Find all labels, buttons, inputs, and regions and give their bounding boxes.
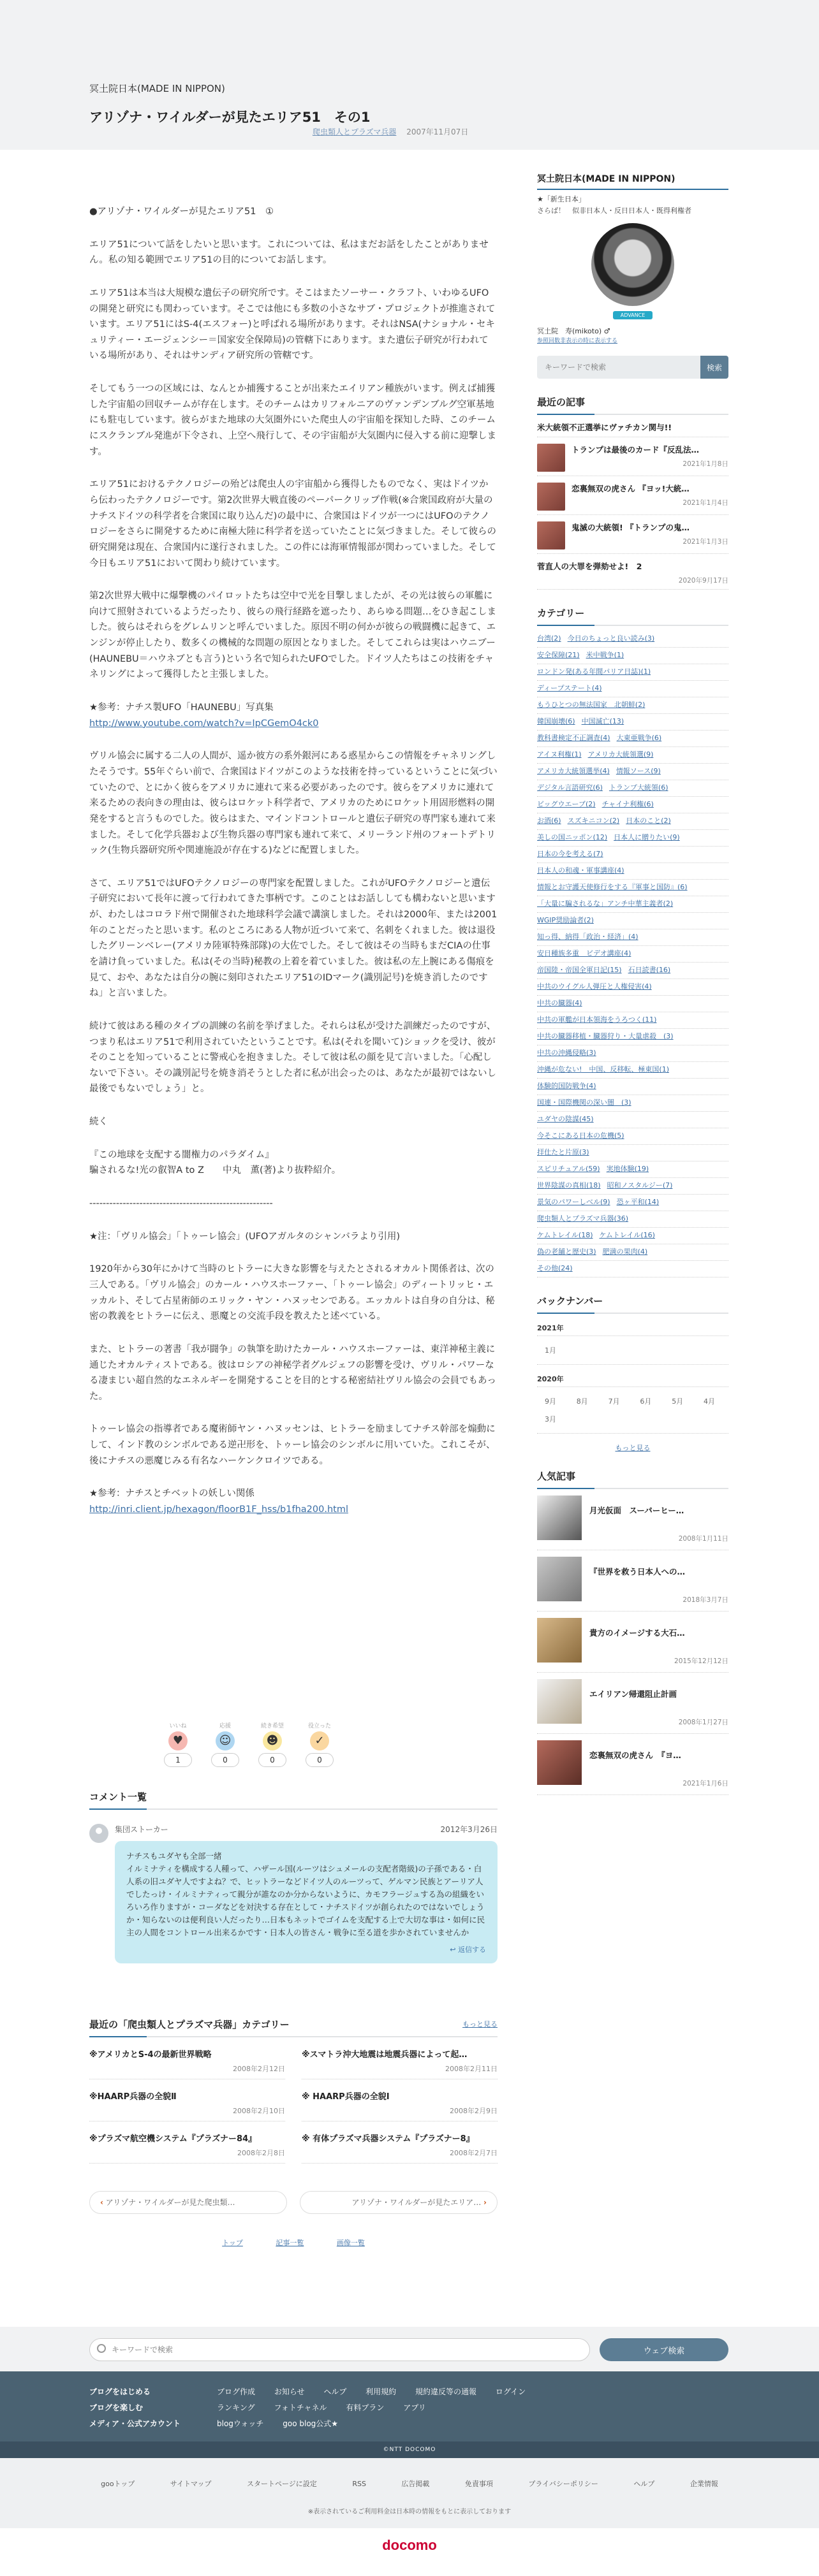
category-link[interactable]: トランプ大統領(6) bbox=[609, 783, 668, 792]
reaction-count: 0 bbox=[211, 1753, 239, 1767]
comment-text: ナチスもユダヤも全部一緒 イルミナティを構成する人種って、ハザール国(ルーツはシュメールの支配者階級)の子孫である・白人系の旧ユダヤ人ですよね？で、ヒットラーなどドイツ人のルーツって、ゲルマン民族とアーリア人でしたっけ・イルミナティって親分が誰なのか分からないように、カモフラージュする為の組織をいろいろ作りますが・コーダなどを対決する存在として・ナチスドイツが創られたのではないでしょうか・知らないのは便利良い人だったり…日本もネットでゴイムを支配する上で大切な事は・如何に民主の人間をコントロール出来るかです・日本人の皆さん・戦争に至る道を歩かされていませんか bbox=[126, 1851, 485, 1937]
popular-title: 『世界を救う日本人への… bbox=[589, 1567, 686, 1576]
footer-link[interactable]: フォトチャネル bbox=[274, 2403, 327, 2412]
category-link[interactable]: 日本の今を考える(7) bbox=[537, 850, 603, 858]
category-row bbox=[537, 913, 728, 929]
thumb-face-icon: ✓ bbox=[310, 1731, 329, 1750]
related-more-link[interactable]: もっと見る bbox=[462, 2020, 498, 2028]
category-row bbox=[537, 681, 728, 697]
category-list bbox=[537, 631, 728, 1277]
article-date: 2007年11月07日 bbox=[406, 127, 469, 136]
backnumber-month[interactable]: 4月 bbox=[703, 1397, 715, 1406]
related-title: ※アメリカとS-4の最新世界戦略 bbox=[89, 2050, 212, 2060]
reaction-want-more[interactable] bbox=[257, 1721, 288, 1767]
category-link[interactable]: WGIP奨励論者(2) bbox=[537, 916, 594, 924]
related-heading: 最近の「爬虫類人とプラズマ兵器」カテゴリー bbox=[89, 2018, 498, 2037]
category-row bbox=[537, 631, 728, 648]
category-link[interactable]: 日本のこと(2) bbox=[626, 817, 671, 825]
category-link[interactable]: もうひとつの無法国家 北朝鮮(2) bbox=[537, 701, 646, 709]
category-row bbox=[537, 664, 728, 681]
latest-item[interactable] bbox=[537, 437, 728, 476]
category-link[interactable]: ユダヤの陰謀(45) bbox=[537, 1115, 594, 1123]
next-article-button[interactable] bbox=[300, 2191, 498, 2214]
related-item[interactable] bbox=[89, 2132, 285, 2164]
popular-heading: 人気記事 bbox=[537, 1469, 728, 1489]
profile-avatar[interactable] bbox=[591, 223, 674, 306]
popular-thumbnail bbox=[537, 1740, 582, 1785]
popular-item[interactable] bbox=[537, 1673, 728, 1734]
footer-start-blog[interactable]: ブログをはじめる bbox=[89, 2387, 151, 2396]
category-link[interactable]: 日本人に贈りたい(9) bbox=[614, 833, 680, 841]
smile-face-icon: ☻ bbox=[263, 1731, 282, 1750]
category-row bbox=[537, 1012, 728, 1029]
category-row bbox=[537, 1145, 728, 1161]
category-link[interactable]: チャイナ利権(6) bbox=[601, 800, 654, 808]
category-link[interactable]: 帝国陸・帝国全軍日記(15) bbox=[537, 966, 622, 974]
latest-date: 2021年1月8日 bbox=[682, 460, 728, 468]
popular-thumbnail bbox=[537, 1557, 582, 1601]
page-header bbox=[0, 0, 819, 150]
category-row bbox=[537, 830, 728, 847]
reaction-label: いいね bbox=[169, 1723, 187, 1729]
backnumber-year: 2020年 bbox=[537, 1374, 728, 1387]
popular-thumbnail bbox=[537, 1679, 582, 1724]
article-category-link[interactable]: 爬虫類人とプラズマ兵器 bbox=[313, 127, 397, 136]
category-link[interactable]: 大東亜戦争(6) bbox=[616, 734, 662, 742]
divider-line: ------------------------------------------------------- bbox=[89, 1198, 273, 1209]
footer-link[interactable]: お知らせ bbox=[274, 2387, 305, 2396]
bottom-link[interactable]: 広告掲載 bbox=[401, 2480, 430, 2488]
docomo-logo[interactable]: docomo bbox=[382, 2537, 437, 2553]
chevron-left-icon: ‹ bbox=[100, 2198, 103, 2207]
category-link[interactable]: 安日種族多重 ビデオ講座(4) bbox=[537, 949, 631, 957]
related-item[interactable] bbox=[302, 2132, 498, 2164]
category-row bbox=[537, 946, 728, 963]
category-link[interactable]: 拝仕たと片原(3) bbox=[537, 1148, 589, 1156]
related-item[interactable] bbox=[302, 2090, 498, 2121]
category-link[interactable]: 世界陰謀の真相(18) bbox=[537, 1181, 601, 1190]
related-date: 2008年2月7日 bbox=[450, 2149, 498, 2157]
reaction-buttons bbox=[163, 1721, 335, 1767]
sidebar bbox=[537, 172, 728, 1795]
footer-enjoy-blog[interactable]: ブログを楽しむ bbox=[89, 2403, 144, 2412]
related-item[interactable] bbox=[89, 2090, 285, 2121]
next-article-title: アリゾナ・ワイルダーが見たエリア… bbox=[351, 2198, 482, 2207]
haunebu-link[interactable]: http://www.youtube.com/watch?v=IpCGemO4ck0 bbox=[89, 718, 319, 729]
category-row bbox=[537, 996, 728, 1012]
latest-date: 2020年9月17日 bbox=[678, 577, 728, 585]
backnumber-month[interactable]: 5月 bbox=[672, 1397, 684, 1406]
reaction-cheer[interactable] bbox=[210, 1721, 240, 1767]
backnumber-month[interactable]: 8月 bbox=[576, 1397, 588, 1406]
category-link[interactable]: 日本人の和魂・軍事講座(4) bbox=[537, 866, 624, 875]
article-paragraph: 続く bbox=[89, 1117, 108, 1128]
comment-bubble bbox=[115, 1841, 498, 1963]
backnumber-section bbox=[537, 1294, 728, 1453]
category-link[interactable]: スピリチュアル(59) bbox=[537, 1165, 600, 1173]
category-link[interactable]: 韓国崩壊(6) bbox=[537, 717, 575, 725]
category-link[interactable]: 中共の臓器移植・臓器狩り・大量虐殺 (3) bbox=[537, 1032, 674, 1040]
article-list-link[interactable]: 記事一覧 bbox=[276, 2239, 304, 2247]
sub-navigation bbox=[0, 2238, 587, 2248]
latest-title: トランプは最後のカード『反乱法… bbox=[572, 445, 700, 455]
article-title: アリゾナ・ワイルダーが見たエリア51 その1 bbox=[89, 110, 371, 125]
category-link[interactable]: アイヌ利権(1) bbox=[537, 750, 582, 759]
popular-thumbnail bbox=[537, 1495, 582, 1540]
category-row bbox=[537, 1095, 728, 1112]
related-title: ※プラズマ航空機システム『プラズナー84』 bbox=[89, 2134, 257, 2144]
category-row bbox=[537, 1029, 728, 1045]
category-row bbox=[537, 648, 728, 664]
article-thumbnail bbox=[537, 521, 565, 549]
sidebar-search-button[interactable]: 検索 bbox=[700, 356, 728, 379]
prev-article-button[interactable] bbox=[89, 2191, 287, 2214]
category-row bbox=[537, 1228, 728, 1244]
footer-search-bar bbox=[0, 2327, 819, 2371]
category-link[interactable]: 爬虫類人とプラズマ兵器(36) bbox=[537, 1214, 629, 1223]
article-paragraph: さて、エリア51ではUFOテクノロジーの専門家を配置しました。これがUFOテクノロジーと遺伝子研究において長年に渡って行われてきた事柄です。このことはお話ししても構わないと思いますが、わたしはコロラド州で開催された地球科学会議で講演しました。それは2000年、または2001年のことだったと思います。私のところにある人物が近づいて来て、名刺をくれました。彼は退役したグリーンベレー(アメリカ陸軍特殊部隊)の大佐でした。そして彼はその当時もまだCIAの仕事を請け負っていました。私は(その当時)秘教の上着を着ていました。彼は私の左上腕にある傷痕を見て、おや、あなたは自分の腕に刻印されたエリア51のIDマーク(識別記号)を焼き消したのですね」と言いました。 bbox=[89, 878, 498, 999]
reaction-count: 1 bbox=[164, 1753, 192, 1767]
latest-item[interactable] bbox=[537, 515, 728, 554]
popular-item[interactable] bbox=[537, 1612, 728, 1673]
category-row bbox=[537, 1211, 728, 1228]
category-link[interactable]: 偽の老舗と歴史(3) bbox=[537, 1248, 596, 1256]
reply-button[interactable]: ↩ 返信する bbox=[450, 1946, 486, 1954]
article-paragraph: ●アリゾナ・ワイルダーが見たエリア51 ① bbox=[89, 207, 274, 217]
category-section bbox=[537, 606, 728, 1277]
category-row bbox=[537, 880, 728, 896]
popular-item[interactable] bbox=[537, 1489, 728, 1550]
category-link[interactable]: 恐ヶ平和(14) bbox=[616, 1198, 660, 1206]
footer-bottom bbox=[0, 2458, 819, 2528]
category-link[interactable]: 中共のウイグル人弾圧と人権侵害(4) bbox=[537, 982, 652, 991]
bottom-link[interactable]: gooトップ bbox=[101, 2480, 135, 2488]
popular-section bbox=[537, 1469, 728, 1795]
related-item[interactable] bbox=[302, 2048, 498, 2079]
category-link[interactable]: アメリカ大統領選挙(4) bbox=[537, 767, 610, 775]
category-row bbox=[537, 896, 728, 913]
backnumber-months bbox=[537, 1336, 728, 1365]
category-row bbox=[537, 780, 728, 797]
category-row bbox=[537, 1128, 728, 1145]
category-link[interactable]: お酒(6) bbox=[537, 817, 561, 825]
category-row bbox=[537, 714, 728, 731]
category-row bbox=[537, 797, 728, 813]
category-link[interactable]: 台湾(2) bbox=[537, 634, 561, 643]
category-link[interactable]: ケムトレイル(18) bbox=[537, 1231, 593, 1239]
category-row bbox=[537, 1195, 728, 1211]
category-link[interactable]: 景気のパワーしべル(9) bbox=[537, 1198, 610, 1206]
reaction-like[interactable] bbox=[163, 1721, 193, 1767]
comment-author: 集団ストーカー bbox=[115, 1825, 168, 1834]
article-thumbnail bbox=[537, 444, 565, 472]
image-list-link[interactable]: 画像一覧 bbox=[336, 2239, 365, 2247]
search-icon bbox=[97, 2344, 106, 2353]
article-paragraph: ★参考：ナチス製UFO「HAUNEBU」写真集 bbox=[89, 702, 274, 713]
category-link[interactable]: 中共の沖縄侵略(3) bbox=[537, 1049, 596, 1057]
category-heading: カテゴリー bbox=[537, 606, 728, 626]
sidebar-search bbox=[537, 356, 728, 379]
category-link[interactable]: スズキニコン(2) bbox=[567, 817, 620, 825]
related-title: ※HAARP兵器の全貌Ⅱ bbox=[89, 2092, 177, 2102]
category-link[interactable]: 美しの国ニッポン(12) bbox=[537, 833, 608, 841]
latest-date: 2021年1月4日 bbox=[682, 499, 728, 507]
category-row bbox=[537, 747, 728, 764]
popular-item[interactable] bbox=[537, 1734, 728, 1795]
backnumber-more-link[interactable]: もっと見る bbox=[615, 1444, 651, 1452]
category-link[interactable]: 国連・国際機関の深い闇 (3) bbox=[537, 1098, 631, 1107]
backnumber-month[interactable]: 7月 bbox=[608, 1397, 620, 1406]
footer-link[interactable]: ヘルプ bbox=[323, 2387, 347, 2396]
backnumber-month[interactable]: 9月 bbox=[545, 1397, 556, 1406]
footer-link[interactable]: 利用規約 bbox=[365, 2387, 397, 2396]
popular-item[interactable] bbox=[537, 1550, 728, 1612]
comments-section bbox=[89, 1790, 498, 1963]
latest-item[interactable] bbox=[537, 554, 728, 590]
category-row bbox=[537, 847, 728, 863]
chevron-right-icon: › bbox=[483, 2198, 487, 2207]
related-title: ※スマトラ沖大地震は地震兵器によって起… bbox=[302, 2050, 468, 2060]
category-link[interactable]: アメリカ大統領選(9) bbox=[587, 750, 654, 759]
category-link[interactable]: 安全保障(21) bbox=[537, 651, 580, 659]
related-item[interactable] bbox=[89, 2048, 285, 2079]
category-row bbox=[537, 1244, 728, 1261]
latest-item[interactable] bbox=[537, 476, 728, 515]
category-link[interactable]: 中国滅亡(13) bbox=[581, 717, 624, 725]
backnumber-heading: バックナンバー bbox=[537, 1294, 728, 1314]
reaction-label: 応援 bbox=[219, 1723, 231, 1729]
category-link[interactable]: 体験的国防戦争(4) bbox=[537, 1082, 596, 1090]
blog-description: さらば！ 似非日本人・反日日本人・既得利権者 bbox=[537, 207, 691, 215]
heart-face-icon: ♥ bbox=[168, 1731, 188, 1750]
article-paragraph: エリア51は本当は大規模な遺伝子の研究所です。そこはまたソーサー・クラフト、いわゆるUFOの開発と研究にも関わっています。そこでは他にも多数の小さなサブ・プロジェクトが推進されています。エリア51にはS-4(エスフォー)と呼ばれる場所があります。それはNSA(ナショナル・セキュリティー・エージェンシー＝国家安全保障局)の管轄下にあります。また遺伝子研究が行われている場所があり、それはサンディア研究所の管轄です。 bbox=[89, 287, 496, 361]
backnumber-months bbox=[537, 1387, 728, 1434]
category-row bbox=[537, 1045, 728, 1062]
owner-name[interactable]: 冥土院 寿(mikoto) ♂ bbox=[537, 327, 610, 335]
related-date: 2008年2月10日 bbox=[233, 2107, 285, 2115]
article-paragraph: また、ヒトラーの著書「我が闘争」の執筆を助けたカール・ハウスホーファーは、東洋神秘主義に通じたオカルティストである。彼はロシアの神秘学者グルジェフの影響を受け、ヴリル・パワーなる凄まじい超自然的なエネルギーを開発することを目的とする秘密結社ヴリル協会の会員でもあった。 bbox=[89, 1344, 496, 1402]
footer-link[interactable]: ログイン bbox=[495, 2387, 526, 2396]
web-search-button[interactable]: ウェブ検索 bbox=[600, 2338, 728, 2361]
blog-name[interactable]: 冥土院日本(MADE IN NIPPON) bbox=[89, 83, 225, 94]
sidebar-blog-name[interactable]: 冥土院日本(MADE IN NIPPON) bbox=[537, 172, 728, 190]
related-title: ※ 有体プラズマ兵器システム『プラズナー8』 bbox=[302, 2134, 475, 2144]
category-link[interactable]: その他(24) bbox=[537, 1264, 573, 1272]
related-date: 2008年2月8日 bbox=[237, 2149, 285, 2157]
footer-link[interactable]: ブログ作成 bbox=[217, 2387, 256, 2396]
footer-note: ※表示されているご利用料金は日本時の情報をもとに表示しております bbox=[307, 2508, 512, 2515]
comment-item bbox=[89, 1824, 498, 1963]
category-link[interactable]: 中共の軍艦が日本領海をうろつく(11) bbox=[537, 1015, 657, 1024]
article-paragraph: ヴリル協会に属する二人の人間が、遥か彼方の系外銀河にある惑星からこの情報をチャネリングしたそうです。55年ぐらい前で、合衆国はドイツがこのような技術を持っているということに気づいていたので、とにかく彼らをアメリカに連れて来る必要があったのです。彼らをアメリカに連れて来るための表向きの理由は、彼らはロケット科学者で、アメリカのためにロケット用固形燃料の開発をすると言うものでした。彼らはまた、マインドコントロールと遺伝子研究の専門家も連れて来ました。そして化学兵器および生物兵器の専門家も連れて来て、メリーランド州のフォートデトリック(生物兵器研究所や関連施設が存在する)などに配置しました。 bbox=[89, 751, 498, 856]
category-link[interactable]: 中共の臓器(4) bbox=[537, 999, 582, 1007]
article-paragraph: エリア51について話をしたいと思います。これについては、私はまだお話をしたことがありません。私の知る範囲でエリア51の目的についてお話します。 bbox=[89, 239, 489, 266]
category-link[interactable]: 米中戦争(1) bbox=[586, 651, 624, 659]
category-row bbox=[537, 979, 728, 996]
popular-date: 2015年12月12日 bbox=[674, 1657, 728, 1665]
bottom-link[interactable]: サイトマップ bbox=[170, 2480, 212, 2488]
blog-motto: ★「新生日本」 bbox=[537, 195, 586, 203]
article-paragraph: 第2次世界大戦中に爆撃機のパイロットたちは空中で光を目撃しましたが、その光は彼らの軍艦に向けて照射されているようだったり、彼らの飛行経路を遮ったり、あらゆる問題…をひき起こしました。彼らはそれらをグレムリンと呼んでいました。原因不明の何かが彼らの戦闘機に起きて、エンジンが停止したり、数多くの機械的な問題の原因となりました。そしてこれらは実はハウニブー(HAUNEBU＝ハウネブとも言う)という名で知られたUFOでした。ドイツ人たちはこの技術をチャネリングによって獲得したと主張しました。 bbox=[89, 591, 496, 680]
related-articles bbox=[89, 2018, 498, 2164]
comment-date: 2012年3月26日 bbox=[440, 1825, 498, 1834]
category-row bbox=[537, 813, 728, 830]
category-link[interactable]: 情報とお守護天使修行をする『軍事と国防』(6) bbox=[537, 883, 688, 891]
article-body bbox=[89, 204, 498, 1535]
article-paragraph: そしてもう一つの区域には、なんとか捕獲することが出来たエイリアン種族がいます。例えば捕獲した宇宙船の回収チームが存在します。そのチームはカリフォルニアのヴァンデンブルグ空軍基地にも駐屯しています。彼らがまた地球の大気圏外にいた爬虫人の宇宙船を探知した時、このチームにスクランブル発進が下令され、上空へ飛行して、その宇宙船が大気圏内に侵入する前に迎撃します。 bbox=[89, 384, 496, 457]
category-row bbox=[537, 697, 728, 714]
reply-label: 返信する bbox=[458, 1946, 486, 1954]
latest-title: 菅直人の大罪を弾劾せよ! 2 bbox=[537, 562, 642, 571]
article-paragraph: 1920年から30年にかけて当時のヒトラーに大きな影響を与えたとされるオカルト関係者は、次の三人である。「ヴリル協会」のカール・ハウスホーファー、「トゥーレ協会」のディートリッヒ・エッカルト、そして占星術師のエリック・ヤン・ハヌッセンである。エッカルトは自身の自分は、秘密の教義をヒトラーに伝え、悪魔との交流手段を教えたと述べている。 bbox=[89, 1264, 495, 1322]
category-row bbox=[537, 1178, 728, 1195]
category-row bbox=[537, 963, 728, 979]
related-date: 2008年2月12日 bbox=[233, 2065, 285, 2073]
footer-link[interactable]: goo blog公式★ bbox=[283, 2419, 339, 2428]
article-meta bbox=[313, 126, 468, 137]
reaction-label: 役立った bbox=[307, 1723, 331, 1729]
popular-title: 月光仮面 スーパーヒー… bbox=[589, 1506, 684, 1515]
category-link[interactable]: ディープステート(4) bbox=[537, 684, 602, 692]
footer-link[interactable]: blogウォッチ bbox=[217, 2419, 264, 2428]
backnumber-month[interactable]: 3月 bbox=[545, 1415, 556, 1423]
footer-main bbox=[0, 2371, 819, 2441]
category-link[interactable]: デジタル言語研究(6) bbox=[537, 783, 603, 792]
related-date: 2008年2月9日 bbox=[450, 2107, 498, 2115]
user-avatar-icon bbox=[89, 1824, 108, 1843]
article-paragraph: ★参考：ナチスとチベットの妖しい関係 bbox=[89, 1488, 255, 1499]
popular-thumbnail bbox=[537, 1618, 582, 1663]
bottom-link[interactable]: 免責事項 bbox=[464, 2480, 493, 2488]
category-link[interactable]: ケムトレイル(16) bbox=[599, 1231, 655, 1239]
popular-date: 2018年3月7日 bbox=[682, 1596, 728, 1604]
bottom-link[interactable]: スタートページに設定 bbox=[247, 2480, 317, 2488]
popular-title: エイリアン帰還阻止計画 bbox=[589, 1689, 677, 1699]
advance-badge: ADVANCE bbox=[613, 311, 653, 319]
footer-media[interactable]: メディア・公式アカウント bbox=[89, 2419, 181, 2428]
backnumber-month[interactable]: 1月 bbox=[545, 1346, 556, 1355]
latest-date: 2021年1月3日 bbox=[682, 538, 728, 546]
category-link[interactable]: 「大量に騙されるな」アンチ中華主義者(2) bbox=[537, 899, 674, 908]
footer-search-input[interactable] bbox=[89, 2338, 590, 2361]
category-link[interactable]: 実地体験(19) bbox=[606, 1165, 649, 1173]
category-row bbox=[537, 1079, 728, 1095]
popular-date: 2008年1月27日 bbox=[678, 1719, 728, 1726]
category-row bbox=[537, 1261, 728, 1277]
copyright: ©NTT DOCOMO bbox=[0, 2441, 819, 2458]
latest-title: 恋裏無双の虎さん 『ヨッ!大統… bbox=[572, 484, 690, 493]
popular-date: 2008年1月11日 bbox=[678, 1535, 728, 1543]
owner-sub-link[interactable]: 参照回数非表示の時に表示する bbox=[537, 338, 618, 344]
category-row bbox=[537, 863, 728, 880]
latest-title: 米大統領不正選挙にヴァチカン関与!! bbox=[537, 423, 672, 432]
article-thumbnail bbox=[537, 483, 565, 511]
profile-box bbox=[537, 172, 728, 344]
book-citation: 『この地球を支配する闇権力のパラダイム』 騙されるな!光の叡智A to Z 中丸 薫(著)より抜粋紹介。 bbox=[89, 1149, 341, 1176]
category-row bbox=[537, 929, 728, 946]
article-paragraph: エリア51におけるテクノロジーの殆どは爬虫人の宇宙船から獲得したものでなく、実はドイツから伝わったテクノロジーです。第2次世界大戦直後のペーパークリップ作戦(※合衆国政府が大量のナチスドイツの科学者を合衆国に取り込んだ)の最中に、合衆国はドイツが一つにはUFOのテクノロジーをさらに開発するために南極大陸に科学者を送っていたことに気づきました。そして彼らの研究開発は現在、合衆国内に遂行されました。この件には海軍情報部が関わっていました。そして今日もエリア51において関わり続けています。 bbox=[89, 479, 496, 569]
category-link[interactable]: 今日のちょっと良い読み(3) bbox=[567, 634, 655, 643]
category-link[interactable]: ビッグウエーブ(2) bbox=[537, 800, 596, 808]
category-link[interactable]: 肥満の果肉(4) bbox=[602, 1248, 648, 1256]
category-row bbox=[537, 1062, 728, 1079]
category-row bbox=[537, 1161, 728, 1178]
comments-heading: コメント一覧 bbox=[89, 1790, 498, 1810]
related-title: ※ HAARP兵器の全貌Ⅰ bbox=[302, 2092, 390, 2102]
article-paragraph: 続けて彼はある種のタイプの訓練の名前を挙げました。それらは私が受けた訓練だったのですが、つまり私はエリア51で利用されていたということです。私は(それを聞いて)ショックを受け、彼がそのことを知っていることに警戒心を抱きました。そして彼は私の顔を見て言いました。「心配しないで下さい。その識別記号を焼き消そうとした者に私が出会ったのは、あなたが最初ではないし最後でもないでしょう」と。 bbox=[89, 1021, 496, 1095]
footer-link[interactable]: 有料プラン bbox=[346, 2403, 385, 2412]
backnumber-month[interactable]: 6月 bbox=[640, 1397, 652, 1406]
popular-title: 貴方のイメージする大石… bbox=[589, 1628, 685, 1638]
category-link[interactable]: 沖縄が危ない! 中国、反移転、極東国(1) bbox=[537, 1065, 669, 1073]
reaction-count: 0 bbox=[306, 1753, 334, 1767]
category-row bbox=[537, 731, 728, 747]
bottom-link[interactable]: ヘルプ bbox=[633, 2480, 655, 2488]
related-date: 2008年2月11日 bbox=[445, 2065, 498, 2073]
category-link[interactable]: 今そこにある日本の危機(5) bbox=[537, 1132, 624, 1140]
reaction-helpful[interactable] bbox=[304, 1721, 335, 1767]
category-link[interactable]: 教科書検定不正調査(4) bbox=[537, 734, 610, 742]
bottom-link[interactable]: RSS bbox=[352, 2480, 366, 2488]
reaction-count: 0 bbox=[258, 1753, 286, 1767]
footer-link[interactable]: ランキング bbox=[217, 2403, 255, 2412]
backnumber-year: 2021年 bbox=[537, 1323, 728, 1336]
latest-heading: 最近の記事 bbox=[537, 395, 728, 415]
cheer-face-icon: ☺ bbox=[216, 1731, 235, 1750]
category-link[interactable]: 知っ得、納得「政治・経済」(4) bbox=[537, 933, 638, 941]
category-row bbox=[537, 764, 728, 780]
category-link[interactable]: 昭和ノスタルジー(7) bbox=[607, 1181, 673, 1190]
category-link[interactable]: 石日読書(16) bbox=[628, 966, 671, 974]
popular-title: 恋裏無双の虎さん 『ヨ… bbox=[589, 1750, 681, 1760]
article-pager bbox=[89, 2191, 498, 2214]
footer-link[interactable]: 規約違反等の通報 bbox=[415, 2387, 477, 2396]
article-paragraph: ★注：「ヴリル協会」「トゥーレ協会」(UFOアガルタのシャンバラより引用) bbox=[89, 1231, 400, 1242]
article-paragraph: トゥーレ協会の指導者である魔術師ヤン・ハヌッセンは、ヒトラーを励ましてナチス幹部を煽動にして、インド教のシンボルである逆卍形を、トゥーレ協会のシンボルに用いていた。これこそが、後にナチスの悪魔じみる有名なハーケンクロイツである。 bbox=[89, 1424, 496, 1466]
latest-item[interactable] bbox=[537, 415, 728, 437]
reaction-label: 続き希望 bbox=[260, 1723, 284, 1729]
prev-article-title: アリゾナ・ワイルダーが見た爬虫類… bbox=[105, 2198, 235, 2207]
latest-title: 鬼滅の大統領! 『トランプの鬼… bbox=[572, 523, 690, 532]
sidebar-search-input[interactable] bbox=[537, 356, 700, 379]
top-link[interactable]: トップ bbox=[222, 2239, 243, 2247]
bottom-link[interactable]: 企業情報 bbox=[690, 2480, 718, 2488]
category-link[interactable]: ロンドン発(ある年間パリア日誌)(1) bbox=[537, 667, 651, 676]
category-row bbox=[537, 1112, 728, 1128]
footer-link[interactable]: アプリ bbox=[403, 2403, 426, 2412]
latest-articles bbox=[537, 395, 728, 590]
bottom-link[interactable]: プライバシーポリシー bbox=[528, 2480, 598, 2488]
category-link[interactable]: 情報ソース(9) bbox=[616, 767, 661, 775]
tibet-link[interactable]: http://inri.client.jp/hexagon/floorB1F_hss/b1fha200.html bbox=[89, 1504, 348, 1515]
popular-date: 2021年1月6日 bbox=[682, 1780, 728, 1787]
